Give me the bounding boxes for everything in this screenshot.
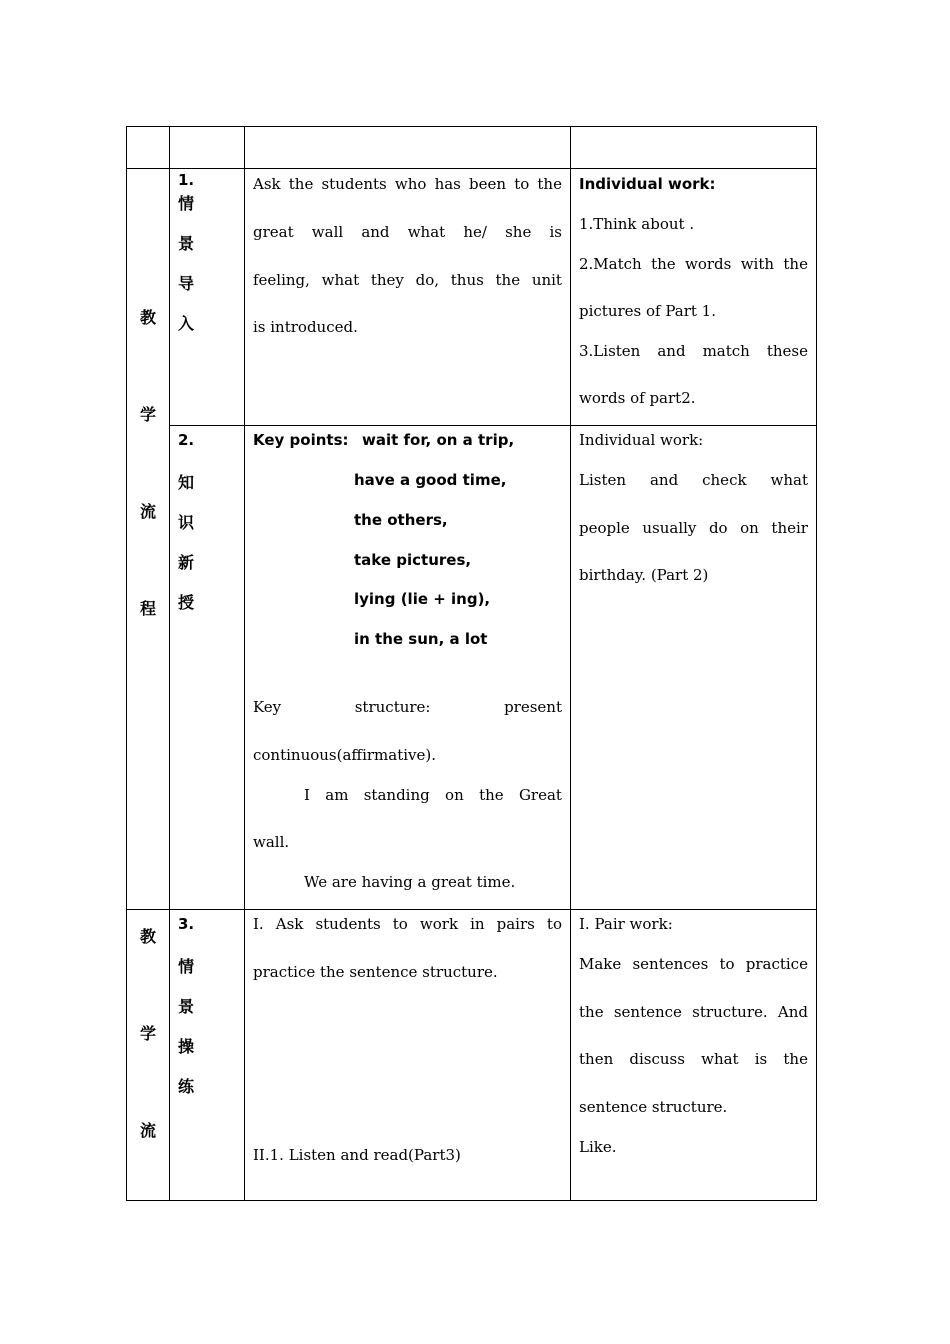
- process-char: 学: [140, 405, 157, 424]
- step-number: 2.: [178, 431, 195, 449]
- word: is: [754, 1050, 768, 1068]
- word: match: [702, 342, 750, 360]
- word: on: [445, 786, 464, 804]
- word: and: [361, 223, 390, 241]
- process-char: 教: [140, 308, 157, 327]
- word: been: [469, 175, 507, 193]
- word: do: [708, 519, 728, 537]
- word: these: [766, 342, 808, 360]
- teacher-line: II.1. Listen and read(Part3): [253, 1146, 461, 1164]
- word: the: [479, 786, 504, 804]
- student-line: Like.: [579, 1138, 617, 1156]
- teacher-line: practice the sentence structure.: [253, 963, 498, 981]
- word: she: [505, 223, 532, 241]
- word: then: [579, 1050, 614, 1068]
- student-heading: I. Pair work:: [579, 915, 673, 933]
- word: and: [649, 471, 679, 489]
- word: thus: [450, 271, 484, 289]
- word: I: [304, 786, 310, 804]
- header-cell-1: [127, 127, 170, 169]
- step-char: 识: [178, 513, 195, 532]
- word: Listen: [579, 471, 627, 489]
- word: usually: [642, 519, 697, 537]
- teacher-line: [253, 271, 562, 289]
- word: the: [783, 255, 808, 273]
- word: sentence: [613, 1003, 682, 1021]
- key-points-label: Key points:: [253, 431, 349, 449]
- key-point: the others,: [354, 511, 448, 529]
- step-cell: [170, 426, 245, 910]
- word: 2.Match: [579, 255, 642, 273]
- word: wall: [311, 223, 344, 241]
- process-char: 流: [140, 502, 157, 521]
- student-line: [579, 342, 808, 360]
- word: unit: [531, 271, 562, 289]
- key-point: take pictures,: [354, 551, 472, 569]
- structure-line: continuous(affirmative).: [253, 746, 437, 764]
- process-char: 教: [140, 927, 157, 946]
- word: what: [407, 223, 446, 241]
- teacher-line: is introduced.: [253, 318, 358, 336]
- step-char: 情: [178, 957, 195, 976]
- student-line: [579, 1003, 808, 1021]
- word: students: [321, 175, 387, 193]
- word: feeling,: [253, 271, 310, 289]
- word: to: [392, 915, 408, 933]
- step-char: 授: [178, 593, 195, 612]
- word: And: [777, 1003, 808, 1021]
- student-activity-cell: [571, 910, 817, 1201]
- step-char: 情: [178, 194, 195, 213]
- header-row: [127, 127, 817, 169]
- process-char: 流: [140, 1121, 157, 1140]
- step-char: 景: [178, 234, 195, 253]
- example-line: wall.: [253, 833, 290, 851]
- word: on: [740, 519, 759, 537]
- step-cell: [170, 910, 245, 1201]
- word: the: [288, 175, 314, 193]
- student-heading: Individual work:: [579, 431, 704, 449]
- student-heading: Individual work:: [579, 175, 716, 193]
- step-char: 导: [178, 274, 195, 293]
- example-line: [304, 786, 562, 804]
- process-label-cell: [127, 910, 170, 1201]
- structure-line: [253, 698, 562, 716]
- word: he/: [463, 223, 487, 241]
- step-char: 景: [178, 997, 195, 1016]
- word: to: [514, 175, 530, 193]
- word: in: [470, 915, 485, 933]
- step-number: 1.: [178, 171, 195, 189]
- key-point: in the sun, a lot: [354, 630, 488, 648]
- word: standing: [363, 786, 430, 804]
- header-cell-2: [170, 127, 245, 169]
- word: present: [504, 698, 562, 716]
- word: is: [549, 223, 562, 241]
- student-line: pictures of Part 1.: [579, 302, 716, 320]
- word: with: [740, 255, 775, 273]
- step-char: 入: [178, 314, 195, 333]
- process-char: 程: [140, 599, 157, 618]
- example-line: We are having a great time.: [304, 873, 516, 891]
- word: what: [321, 271, 360, 289]
- student-line: [579, 1050, 808, 1068]
- word: the: [579, 1003, 604, 1021]
- student-line: birthday. (Part 2): [579, 566, 709, 584]
- word: people: [579, 519, 630, 537]
- word: structure.: [692, 1003, 768, 1021]
- key-point: lying (lie + ing),: [354, 590, 491, 608]
- word: I.: [253, 915, 264, 933]
- word: the: [651, 255, 676, 273]
- table-row: [127, 910, 817, 1201]
- key-point: have a good time,: [354, 471, 507, 489]
- word: great: [253, 223, 294, 241]
- student-line: sentence structure.: [579, 1098, 728, 1116]
- table-row: [127, 426, 817, 910]
- word: words: [685, 255, 732, 273]
- teacher-line: [253, 175, 562, 193]
- word: pairs: [496, 915, 535, 933]
- student-line: words of part2.: [579, 389, 696, 407]
- word: they: [370, 271, 404, 289]
- word: the: [537, 175, 562, 193]
- word: practice: [745, 955, 808, 973]
- word: do,: [415, 271, 440, 289]
- student-line: [579, 255, 808, 273]
- word: the: [495, 271, 521, 289]
- table-row: [127, 169, 817, 426]
- word: and: [657, 342, 686, 360]
- word: Make: [579, 955, 622, 973]
- word: am: [325, 786, 349, 804]
- word: to: [546, 915, 562, 933]
- step-char: 练: [178, 1077, 195, 1096]
- word: their: [771, 519, 808, 537]
- teacher-line: [253, 915, 562, 933]
- student-line: [579, 519, 808, 537]
- word: Ask: [275, 915, 304, 933]
- teacher-activity-cell: [245, 426, 571, 910]
- step-char: 操: [178, 1037, 195, 1056]
- word: what: [770, 471, 808, 489]
- step-char: 新: [178, 553, 195, 572]
- step-char: 知: [178, 473, 195, 492]
- lesson-plan-table: [126, 126, 817, 1201]
- word: has: [434, 175, 461, 193]
- student-activity-cell: [571, 169, 817, 426]
- word: students: [315, 915, 381, 933]
- student-activity-cell: [571, 426, 817, 910]
- word: what: [701, 1050, 739, 1068]
- word: the: [783, 1050, 808, 1068]
- step-cell: [170, 169, 245, 426]
- word: check: [702, 471, 747, 489]
- process-label-cell: [127, 169, 170, 910]
- process-char: 学: [140, 1024, 157, 1043]
- word: work: [419, 915, 459, 933]
- teacher-activity-cell: [245, 169, 571, 426]
- student-line: 1.Think about .: [579, 215, 695, 233]
- word: 3.Listen: [579, 342, 641, 360]
- word: who: [394, 175, 427, 193]
- student-line: [579, 471, 808, 489]
- word: Ask: [253, 175, 281, 193]
- teacher-activity-cell: [245, 910, 571, 1201]
- student-line: [579, 955, 808, 973]
- teacher-line: [253, 223, 562, 241]
- word: Key: [253, 698, 282, 716]
- header-cell-3: [245, 127, 571, 169]
- word: sentences: [632, 955, 709, 973]
- key-point: wait for, on a trip,: [362, 431, 515, 449]
- word: discuss: [629, 1050, 685, 1068]
- word: Great: [518, 786, 562, 804]
- header-cell-4: [571, 127, 817, 169]
- word: to: [719, 955, 735, 973]
- step-number: 3.: [178, 915, 195, 933]
- word: structure:: [354, 698, 431, 716]
